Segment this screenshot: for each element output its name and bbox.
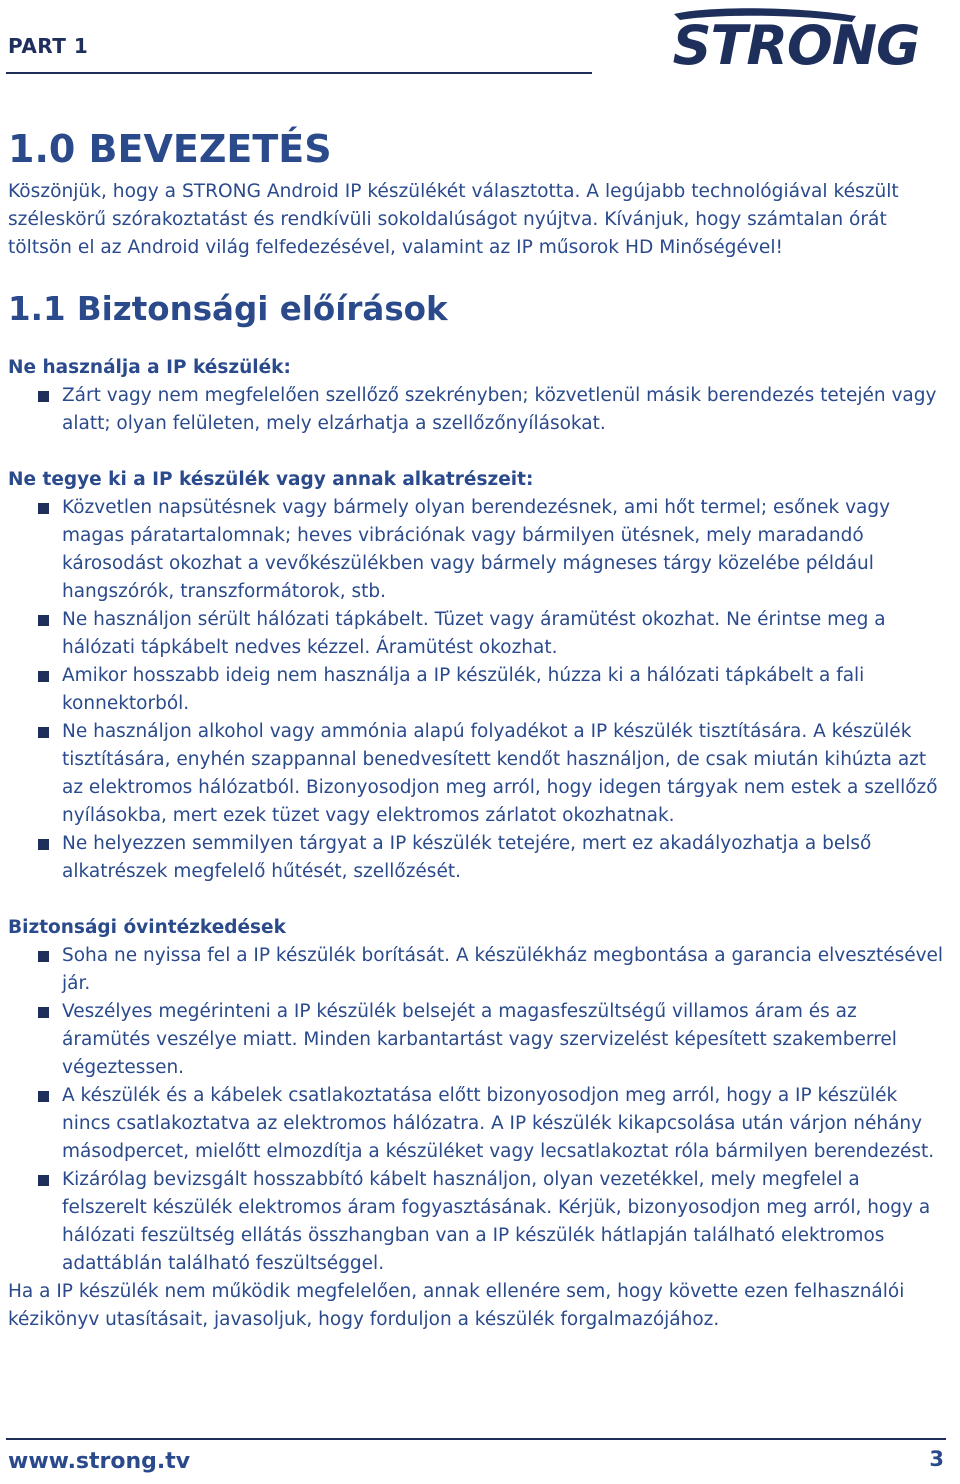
- heading-do-not-expose: Ne tegye ki a IP készülék vagy annak alkatrészeit:: [8, 469, 534, 490]
- list-item: [8, 718, 948, 830]
- list-item: [8, 1166, 948, 1278]
- list-item-text: Ne használjon alkohol vagy ammónia alapú folyadékot a IP készülék tisztítására. A készülék tisztítására, enyhén szappannal benedvesített kendőt használjon, de csak miután kihúzta azt az elektromos hálózatból. Bizonyosodjon meg arról, hogy idegen tárgyak nem estek a szellőző nyílásokba, mert ezek tüzet vagy elektromos zárlatot okozhatnak.: [62, 721, 938, 826]
- heading-do-not-use: Ne használja a IP készülék:: [8, 357, 291, 378]
- square-bullet-icon: [38, 1007, 49, 1018]
- list-item-text: Közvetlen napsütésnek vagy bármely olyan berendezésnek, ami hőt termel; esőnek vagy magas páratartalomnak; heves vibrációnak vagy bármilyen ütésnek, mely maradandó károsodást okozhat a vevőkészülékben vagy bármely mágneses tárgy közelébe például hangszórók, transzformátorok, stb.: [62, 497, 891, 602]
- list-item-text: Zárt vagy nem megfelelően szellőző szekrényben; közvetlenül másik berendezés tetején vagy alatt; olyan felületen, mely elzárhatja a szellőzőnyílásokat.: [62, 385, 937, 434]
- square-bullet-icon: [38, 1175, 49, 1186]
- page-content: [8, 118, 948, 1334]
- strong-logo-graphic: [646, 8, 946, 70]
- list-do-not-use: [8, 382, 948, 438]
- square-bullet-icon: [38, 727, 49, 738]
- square-bullet-icon: [38, 951, 49, 962]
- list-item: [8, 1082, 948, 1166]
- header-divider: [6, 72, 592, 74]
- list-item: [8, 606, 948, 662]
- square-bullet-icon: [38, 671, 49, 682]
- list-item: [8, 998, 948, 1082]
- page-number: 3: [929, 1447, 944, 1471]
- list-item-text: Kizárólag bevizsgált hosszabbító kábelt használjon, olyan vezetékkel, mely megfelel a felszerelt készülék elektromos áram fogyasztásának. Kérjük, bizonyosodjon meg arról, hogy a hálózati feszültség ellátás összhangban van a IP készülék hátlapján található elektromos adattáblán található feszültséggel.: [62, 1169, 931, 1274]
- square-bullet-icon: [38, 1091, 49, 1102]
- square-bullet-icon: [38, 391, 49, 402]
- list-item: [8, 830, 948, 886]
- footer-divider: [6, 1438, 946, 1440]
- list-safety-precautions: [8, 942, 948, 1278]
- square-bullet-icon: [38, 503, 49, 514]
- list-item-text: Ne helyezzen semmilyen tárgyat a IP készülék tetejére, mert ez akadályozhatja a belső alkatrészek megfelelő hűtését, szellőzését.: [62, 833, 872, 882]
- list-item: [8, 662, 948, 718]
- logo-text: STRONG: [672, 14, 920, 70]
- list-do-not-expose: [8, 494, 948, 886]
- list-item: [8, 942, 948, 998]
- heading-safety-precautions: Biztonsági óvintézkedések: [8, 917, 286, 938]
- list-item: [8, 494, 948, 606]
- section-title-safety: 1.1 Biztonsági előírások: [8, 290, 448, 328]
- square-bullet-icon: [38, 615, 49, 626]
- section-title-introduction: 1.0 BEVEZETÉS: [8, 127, 332, 171]
- list-item-text: Amikor hosszabb ideig nem használja a IP készülék, húzza ki a hálózati tápkábelt a fali konnektorból.: [62, 665, 865, 714]
- list-item-text: Soha ne nyissa fel a IP készülék borítását. A készülékház megbontása a garancia elvesztésével jár.: [62, 945, 944, 994]
- list-item: [8, 382, 948, 438]
- list-item-text: A készülék és a kábelek csatlakoztatása előtt bizonyosodjon meg arról, hogy a IP készülék nincs csatlakoztatva az elektromos hálózatra. A IP készülék kikapcsolása után várjon néhány másodpercet, mielőtt elmozdítja a készüléket vagy lecsatlakoztat róla bármilyen berendezést.: [62, 1085, 935, 1162]
- page-part-label: PART 1: [8, 34, 89, 58]
- strong-logo: [646, 8, 946, 70]
- intro-paragraph: Köszönjük, hogy a STRONG Android IP készülékét választotta. A legújabb technológiával készült széleskörű szórakoztatást és rendkívüli sokoldalúságot nyújtva. Kívánjuk, hogy számtalan órát töltsön el az Android világ felfedezésével, valamint az IP műsorok HD Minőségével!: [8, 181, 899, 258]
- closing-paragraph: Ha a IP készülék nem működik megfelelően, annak ellenére sem, hogy követte ezen felhasználói kézikönyv utasításait, javasoljuk, hogy forduljon a készülék forgalmazójához.: [8, 1281, 905, 1330]
- footer-website-link[interactable]: www.strong.tv: [8, 1449, 191, 1474]
- list-item-text: Veszélyes megérinteni a IP készülék belsejét a magasfeszültségű villamos áram és az áramütés veszélye miatt. Minden karbantartást vagy szervizelést képesített szakemberrel végeztessen.: [62, 1001, 897, 1078]
- square-bullet-icon: [38, 839, 49, 850]
- list-item-text: Ne használjon sérült hálózati tápkábelt. Tüzet vagy áramütést okozhat. Ne érintse meg a hálózati tápkábelt nedves kézzel. Áramütést okozhat.: [62, 609, 886, 658]
